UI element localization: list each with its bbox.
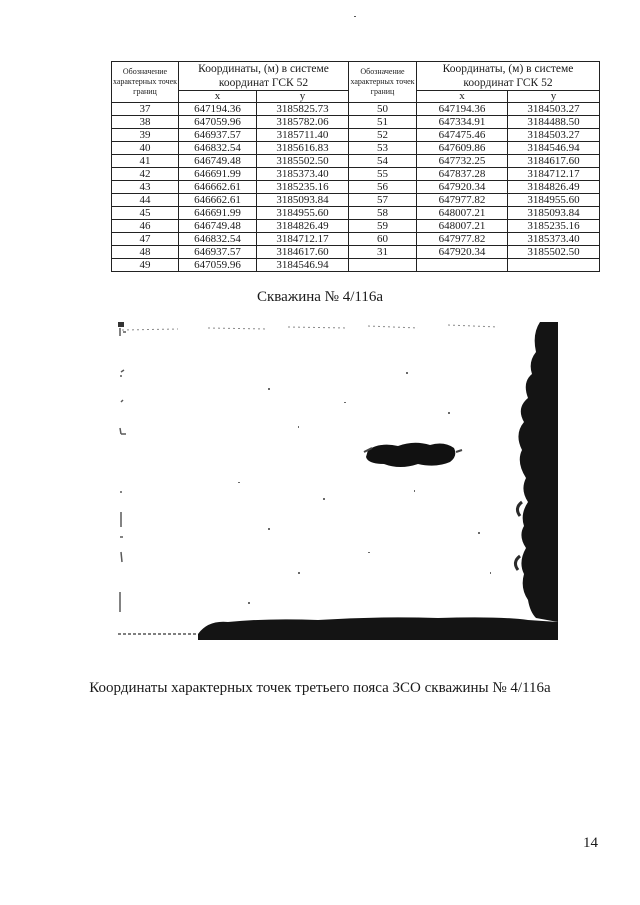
header-x-left: x bbox=[179, 91, 257, 103]
cell-y-right: 3184826.49 bbox=[508, 181, 600, 194]
cell-y-left: 3185782.06 bbox=[257, 116, 349, 129]
cell-y-left: 3184712.17 bbox=[257, 233, 349, 246]
cell-y-right: 3185373.40 bbox=[508, 233, 600, 246]
cell-x-right: 647920.34 bbox=[417, 181, 508, 194]
cell-y-right: 3184488.50 bbox=[508, 116, 600, 129]
cell-y-left: 3185825.73 bbox=[257, 103, 349, 116]
cell-point-right: 50 bbox=[349, 103, 417, 116]
cell-y-right: 3185502.50 bbox=[508, 246, 600, 259]
cell-point-left: 45 bbox=[112, 207, 179, 220]
cell-y-left: 3184546.94 bbox=[257, 259, 349, 272]
table-row bbox=[112, 116, 600, 129]
cell-point-right: 56 bbox=[349, 181, 417, 194]
cell-point-left: 42 bbox=[112, 168, 179, 181]
cell-point-right: 51 bbox=[349, 116, 417, 129]
cell-y-left: 3185711.40 bbox=[257, 129, 349, 142]
cell-x-left: 646662.61 bbox=[179, 194, 257, 207]
table-row bbox=[112, 233, 600, 246]
cell-point-right: 59 bbox=[349, 220, 417, 233]
cell-y-right: 3184546.94 bbox=[508, 142, 600, 155]
cell-x-right: 648007.21 bbox=[417, 207, 508, 220]
cell-x-left: 646662.61 bbox=[179, 181, 257, 194]
table-row bbox=[112, 168, 600, 181]
cell-point-left: 41 bbox=[112, 155, 179, 168]
cell-x-left: 646691.99 bbox=[179, 168, 257, 181]
cell-point-right: 60 bbox=[349, 233, 417, 246]
cell-point-left: 37 bbox=[112, 103, 179, 116]
cell-x-right: 647475.46 bbox=[417, 129, 508, 142]
cell-x-right: 647194.36 bbox=[417, 103, 508, 116]
cell-y-left: 3185093.84 bbox=[257, 194, 349, 207]
cell-x-left: 646832.54 bbox=[179, 142, 257, 155]
cell-y-right bbox=[508, 259, 600, 272]
table-row bbox=[112, 220, 600, 233]
table-row bbox=[112, 194, 600, 207]
scan-speck bbox=[354, 16, 356, 17]
cell-y-right: 3184503.27 bbox=[508, 103, 600, 116]
cell-x-right: 647977.82 bbox=[417, 233, 508, 246]
table-row bbox=[112, 142, 600, 155]
cell-x-right: 647920.34 bbox=[417, 246, 508, 259]
cell-point-left: 48 bbox=[112, 246, 179, 259]
well-map-image bbox=[118, 322, 558, 640]
cell-point-left: 49 bbox=[112, 259, 179, 272]
cell-y-right: 3184712.17 bbox=[508, 168, 600, 181]
table-row bbox=[112, 181, 600, 194]
header-coords-left: Координаты, (м) в системе координат ГСК 52 bbox=[179, 62, 349, 91]
cell-y-right: 3184503.27 bbox=[508, 129, 600, 142]
cell-point-right: 52 bbox=[349, 129, 417, 142]
cell-y-left: 3185616.83 bbox=[257, 142, 349, 155]
cell-x-right: 647837.28 bbox=[417, 168, 508, 181]
cell-x-right: 648007.21 bbox=[417, 220, 508, 233]
cell-y-right: 3185093.84 bbox=[508, 207, 600, 220]
cell-point-right: 57 bbox=[349, 194, 417, 207]
table-row bbox=[112, 207, 600, 220]
table-row bbox=[112, 246, 600, 259]
cell-point-right: 31 bbox=[349, 246, 417, 259]
cell-point-right: 55 bbox=[349, 168, 417, 181]
cell-x-left: 646749.48 bbox=[179, 155, 257, 168]
cell-point-left: 38 bbox=[112, 116, 179, 129]
cell-x-right: 647609.86 bbox=[417, 142, 508, 155]
well-caption: Скважина № 4/116а bbox=[257, 289, 383, 305]
cell-y-left: 3184955.60 bbox=[257, 207, 349, 220]
cell-point-left: 39 bbox=[112, 129, 179, 142]
cell-point-right: 54 bbox=[349, 155, 417, 168]
header-y-left: y bbox=[257, 91, 349, 103]
cell-x-left: 646749.48 bbox=[179, 220, 257, 233]
table-row bbox=[112, 259, 600, 272]
cell-y-left: 3184617.60 bbox=[257, 246, 349, 259]
cell-point-right: 53 bbox=[349, 142, 417, 155]
cell-y-left: 3185502.50 bbox=[257, 155, 349, 168]
cell-x-left: 647194.36 bbox=[179, 103, 257, 116]
cell-x-right: 647334.91 bbox=[417, 116, 508, 129]
cell-y-right: 3185235.16 bbox=[508, 220, 600, 233]
cell-y-left: 3185373.40 bbox=[257, 168, 349, 181]
cell-point-right bbox=[349, 259, 417, 272]
cell-point-left: 47 bbox=[112, 233, 179, 246]
cell-x-left: 646691.99 bbox=[179, 207, 257, 220]
header-point-label-left: Обозначение характерных точек границ bbox=[112, 62, 179, 103]
cell-x-left: 647059.96 bbox=[179, 116, 257, 129]
points-caption: Координаты характерных точек третьего пояса ЗСО скважины № 4/116а bbox=[89, 680, 551, 696]
cell-y-left: 3184826.49 bbox=[257, 220, 349, 233]
cell-x-right: 647732.25 bbox=[417, 155, 508, 168]
page-number: 14 bbox=[583, 835, 598, 851]
cell-point-left: 46 bbox=[112, 220, 179, 233]
cell-y-left: 3185235.16 bbox=[257, 181, 349, 194]
cell-y-right: 3184955.60 bbox=[508, 194, 600, 207]
cell-x-left: 646937.57 bbox=[179, 129, 257, 142]
cell-x-left: 646937.57 bbox=[179, 246, 257, 259]
cell-point-left: 43 bbox=[112, 181, 179, 194]
header-x-right: x bbox=[417, 91, 508, 103]
cell-x-right: 647977.82 bbox=[417, 194, 508, 207]
cell-y-right: 3184617.60 bbox=[508, 155, 600, 168]
header-point-label-right: Обозначение характерных точек границ bbox=[349, 62, 417, 103]
cell-x-right bbox=[417, 259, 508, 272]
cell-point-left: 40 bbox=[112, 142, 179, 155]
cell-point-right: 58 bbox=[349, 207, 417, 220]
header-y-right: y bbox=[508, 91, 600, 103]
cell-x-left: 646832.54 bbox=[179, 233, 257, 246]
coordinates-table bbox=[111, 61, 600, 272]
cell-x-left: 647059.96 bbox=[179, 259, 257, 272]
table-row bbox=[112, 155, 600, 168]
header-coords-right: Координаты, (м) в системе координат ГСК 52 bbox=[417, 62, 600, 91]
table-row bbox=[112, 103, 600, 116]
table-row bbox=[112, 129, 600, 142]
cell-point-left: 44 bbox=[112, 194, 179, 207]
